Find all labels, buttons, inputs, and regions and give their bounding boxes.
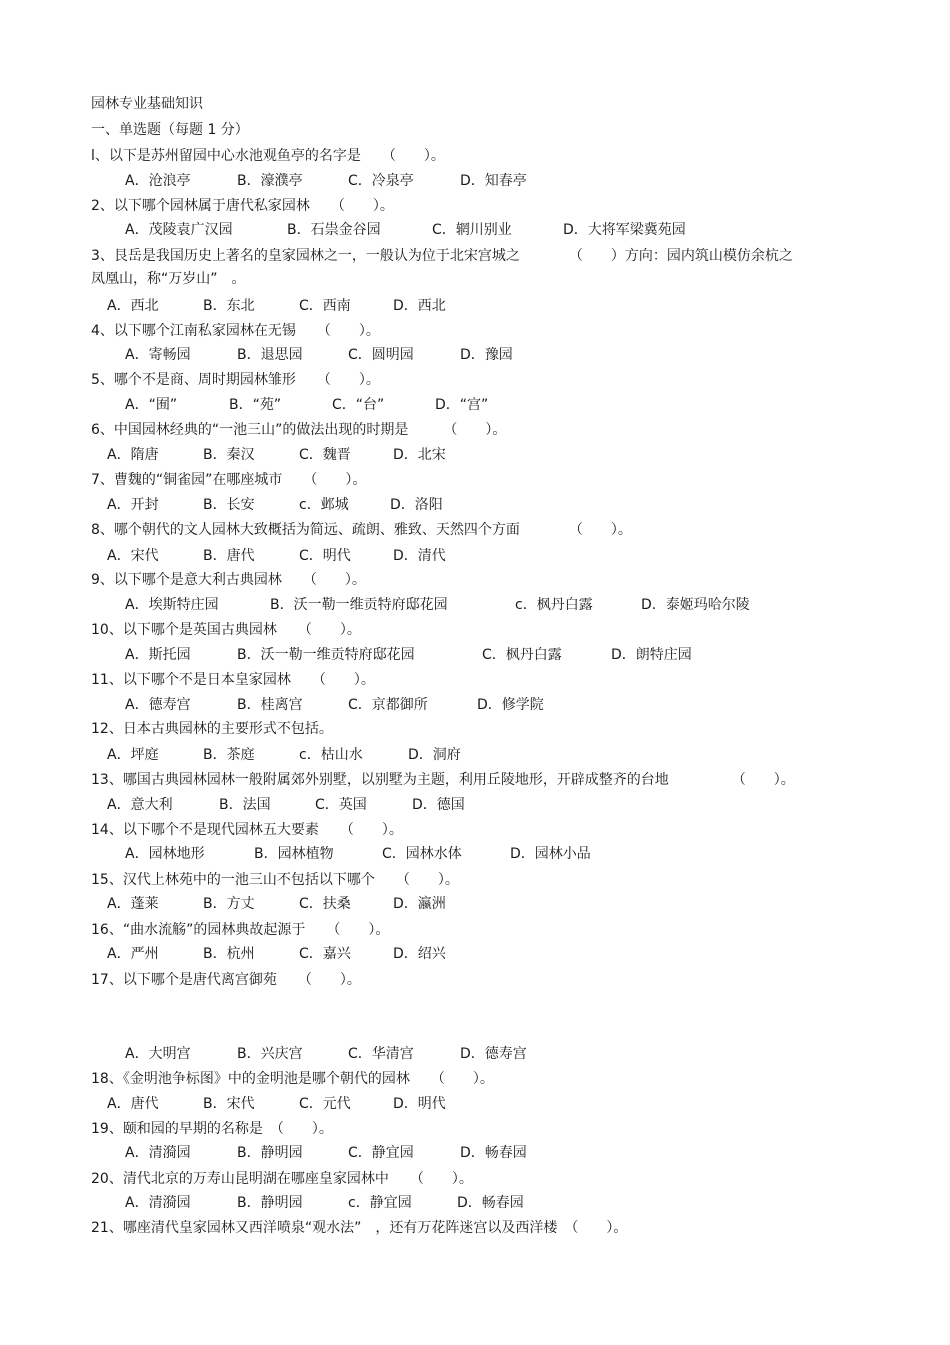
q19-option-b: B．静明园 xyxy=(237,1145,303,1161)
q17-option-d: D．德寿宫 xyxy=(460,1046,527,1062)
question-11: 11、以下哪个不是日本皇家园林 （ ）。 xyxy=(91,672,375,688)
q20-option-d: D．畅春园 xyxy=(457,1195,524,1211)
q14-option-d: D．园林小品 xyxy=(510,846,591,862)
q5-option-a: A．“囿” xyxy=(125,397,178,413)
q8-option-b: B．唐代 xyxy=(203,548,255,564)
q1-option-c: C．冷泉亭 xyxy=(348,173,414,189)
q18-option-b: B．宋代 xyxy=(203,1096,255,1112)
question-3-cont: 凤凰山，称“万岁山” 。 xyxy=(91,271,246,287)
q9-option-b: B．沃一勒一维贡特府邸花园 xyxy=(270,597,448,613)
q9-option-a: A．埃斯特庄园 xyxy=(125,597,219,613)
q9-option-c: c．枫丹白露 xyxy=(515,597,593,613)
doc-title: 园林专业基础知识 xyxy=(91,96,203,112)
q16-option-d: D．绍兴 xyxy=(393,946,446,962)
q12-option-c: c．枯山水 xyxy=(299,747,363,763)
question-7: 7、曹魏的“铜雀园”在哪座城市 （ ）。 xyxy=(91,472,367,488)
question-3: 3、艮岳是我国历史上著名的皇家园林之一，一般认为位于北宋宫城之 （ ）方向：园内筑山模仿余杭之 xyxy=(91,248,793,264)
q14-option-b: B．园林植物 xyxy=(254,846,334,862)
q19-option-a: A．清漪园 xyxy=(125,1145,191,1161)
question-2: 2、以下哪个园林属于唐代私家园林 （ ）。 xyxy=(91,198,394,214)
q11-option-a: A．德寿宫 xyxy=(125,697,191,713)
q10-option-a: A．斯托园 xyxy=(125,647,191,663)
q11-option-c: C．京都御所 xyxy=(348,697,428,713)
question-8: 8、哪个朝代的文人园林大致概括为简远、疏朗、雅致、天然四个方面 （ ）。 xyxy=(91,522,632,538)
question-19: 19、颐和园的早期的名称是 （ ）。 xyxy=(91,1121,333,1137)
q19-option-d: D．畅春园 xyxy=(460,1145,527,1161)
q6-option-c: C．魏晋 xyxy=(299,447,351,463)
q15-option-c: C．扶桑 xyxy=(299,896,351,912)
q15-option-a: A．蓬莱 xyxy=(107,896,159,912)
q12-option-a: A．坪庭 xyxy=(107,747,159,763)
q6-option-a: A．隋唐 xyxy=(107,447,159,463)
q4-option-a: A．寄畅园 xyxy=(125,347,191,363)
q4-option-d: D．豫园 xyxy=(460,347,513,363)
question-15: 15、汉代上林苑中的一池三山不包括以下哪个 （ ）。 xyxy=(91,872,459,888)
q10-option-b: B．沃一勒一维贡特府邸花园 xyxy=(237,647,415,663)
q10-option-c: C．枫丹白露 xyxy=(482,647,562,663)
q15-option-b: B．方丈 xyxy=(203,896,255,912)
q17-option-a: A．大明宫 xyxy=(125,1046,191,1062)
q13-option-a: A．意大利 xyxy=(107,797,173,813)
q16-option-a: A．严州 xyxy=(107,946,159,962)
q2-option-a: A．茂陵袁广汉园 xyxy=(125,222,233,238)
q6-option-b: B．秦汉 xyxy=(203,447,255,463)
question-21: 21、哪座清代皇家园林又西洋喷泉“观水法” ，还有万花阵迷宫以及西洋楼 （ ）。 xyxy=(91,1220,628,1236)
q18-option-c: C．元代 xyxy=(299,1096,351,1112)
q9-option-d: D．泰姬玛哈尔陵 xyxy=(641,597,750,613)
q13-option-b: B．法国 xyxy=(219,797,271,813)
q19-option-c: C．静宜园 xyxy=(348,1145,414,1161)
q16-option-c: C．嘉兴 xyxy=(299,946,351,962)
q14-option-c: C．园林水体 xyxy=(382,846,462,862)
question-5: 5、哪个不是商、周时期园林雏形 （ ）。 xyxy=(91,372,380,388)
question-6: 6、中国园林经典的“一池三山”的做法出现的时期是 （ ）。 xyxy=(91,422,507,438)
q1-option-a: A．沧浪亭 xyxy=(125,173,191,189)
q11-option-b: B．桂离宫 xyxy=(237,697,303,713)
q4-option-b: B．退思园 xyxy=(237,347,303,363)
q2-option-c: C．辋川别业 xyxy=(432,222,512,238)
q11-option-d: D．修学院 xyxy=(477,697,544,713)
question-1: l、以下是苏州留园中心水池观鱼亭的名字是 （ ）。 xyxy=(91,148,445,164)
q15-option-d: D．瀛洲 xyxy=(393,896,446,912)
q20-option-c: c．静宜园 xyxy=(348,1195,412,1211)
q2-option-d: D．大将军梁冀苑园 xyxy=(563,222,686,238)
q8-option-c: C．明代 xyxy=(299,548,351,564)
q6-option-d: D．北宋 xyxy=(393,447,446,463)
q1-option-b: B．濠濮亭 xyxy=(237,173,303,189)
q16-option-b: B．杭州 xyxy=(203,946,255,962)
q13-option-c: C．英国 xyxy=(315,797,367,813)
question-16: 16、“曲水流觞”的园林典故起源于 （ ）。 xyxy=(91,922,390,938)
q5-option-b: B．“苑” xyxy=(229,397,282,413)
q17-option-b: B．兴庆宫 xyxy=(237,1046,303,1062)
q20-option-b: B．静明园 xyxy=(237,1195,303,1211)
q10-option-d: D．朗特庄园 xyxy=(611,647,692,663)
question-18: 18、《金明池争标图》中的金明池是哪个朝代的园林 （ ）。 xyxy=(91,1071,494,1087)
q18-option-d: D．明代 xyxy=(393,1096,446,1112)
section-heading: 一、单选题（每题 1 分） xyxy=(91,122,249,138)
q1-option-d: D．知春亭 xyxy=(460,173,527,189)
q18-option-a: A．唐代 xyxy=(107,1096,159,1112)
q4-option-c: C．圆明园 xyxy=(348,347,414,363)
q20-option-a: A．清漪园 xyxy=(125,1195,191,1211)
question-17: 17、以下哪个是唐代离宫御苑 （ ）。 xyxy=(91,972,361,988)
question-14: 14、以下哪个不是现代园林五大要素 （ ）。 xyxy=(91,822,403,838)
q12-option-b: B．茶庭 xyxy=(203,747,255,763)
q7-option-b: B．长安 xyxy=(203,497,255,513)
q8-option-d: D．清代 xyxy=(393,548,446,564)
q3-option-b: B．东北 xyxy=(203,298,255,314)
q2-option-b: B．石祟金谷园 xyxy=(287,222,381,238)
q13-option-d: D．德国 xyxy=(412,797,465,813)
q7-option-a: A．开封 xyxy=(107,497,159,513)
question-10: 10、以下哪个是英国古典园林 （ ）。 xyxy=(91,622,361,638)
question-20: 20、清代北京的万寿山昆明湖在哪座皇家园林中 （ ）。 xyxy=(91,1171,473,1187)
q7-option-d: D．洛阳 xyxy=(390,497,443,513)
q5-option-c: C．“台” xyxy=(332,397,385,413)
q5-option-d: D．“宫” xyxy=(435,397,489,413)
q3-option-d: D．西北 xyxy=(393,298,446,314)
question-12: 12、日本古典园林的主要形式不包括。 xyxy=(91,721,333,737)
q3-option-a: A．西北 xyxy=(107,298,159,314)
question-9: 9、以下哪个是意大利古典园林 （ ）。 xyxy=(91,572,366,588)
q17-option-c: C．华清宫 xyxy=(348,1046,414,1062)
question-4: 4、以下哪个江南私家园林在无锡 （ ）。 xyxy=(91,323,380,339)
q3-option-c: C．西南 xyxy=(299,298,351,314)
q7-option-c: c．邺城 xyxy=(299,497,349,513)
q12-option-d: D．洞府 xyxy=(408,747,461,763)
q8-option-a: A．宋代 xyxy=(107,548,159,564)
q14-option-a: A．园林地形 xyxy=(125,846,205,862)
question-13: 13、哪国古典园林园林一般附属郊外别墅，以别墅为主题，利用丘陵地形，开辟成整齐的台地 （ ）。 xyxy=(91,772,795,788)
